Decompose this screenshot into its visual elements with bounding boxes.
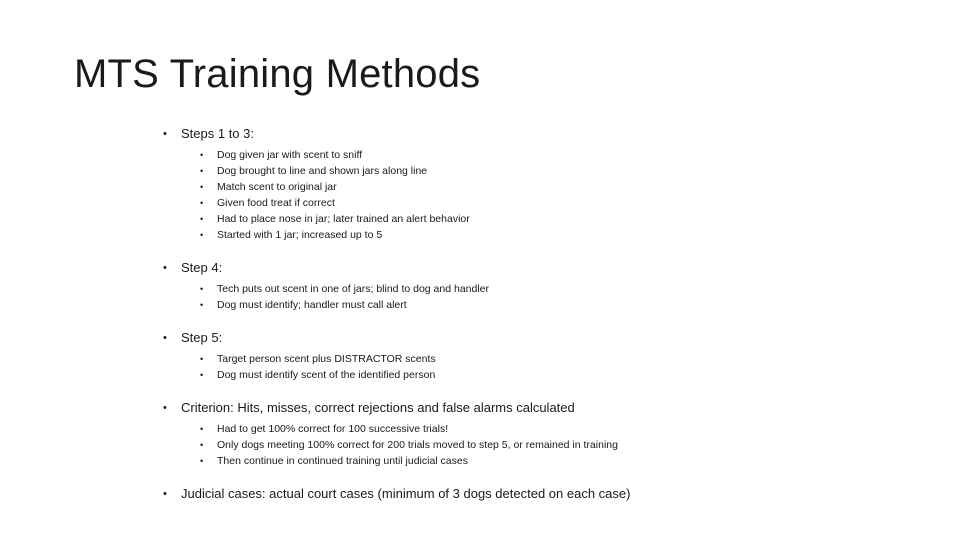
bullet-icon: • bbox=[200, 424, 204, 434]
list-item bbox=[200, 351, 436, 367]
sub-bullet-list bbox=[200, 147, 470, 243]
section-heading bbox=[163, 400, 618, 416]
heading-text: Steps 1 to 3: bbox=[181, 126, 254, 141]
sub-bullet-list bbox=[200, 351, 436, 383]
list-item bbox=[200, 211, 470, 227]
bullet-icon: • bbox=[200, 300, 204, 310]
list-item-text: Had to place nose in jar; later trained an alert behavior bbox=[217, 213, 470, 225]
bullet-icon: • bbox=[163, 128, 167, 140]
section-step-5 bbox=[163, 330, 436, 383]
list-item bbox=[200, 195, 470, 211]
bullet-icon: • bbox=[163, 402, 167, 414]
list-item bbox=[200, 297, 489, 313]
list-item-text: Then continue in continued training until judicial cases bbox=[217, 455, 468, 467]
bullet-icon: • bbox=[200, 166, 204, 176]
list-item bbox=[200, 227, 470, 243]
sub-bullet-list bbox=[200, 281, 489, 313]
heading-text: Step 4: bbox=[181, 260, 223, 275]
list-item bbox=[200, 281, 489, 297]
list-item bbox=[200, 367, 436, 383]
section-steps-1-3 bbox=[163, 126, 470, 243]
list-item-text: Dog brought to line and shown jars along line bbox=[217, 165, 428, 177]
list-item-text: Target person scent plus DISTRACTOR scents bbox=[217, 353, 436, 365]
list-item bbox=[200, 179, 470, 195]
list-item-text: Dog must identify scent of the identified person bbox=[217, 369, 436, 381]
heading-text: Criterion: Hits, misses, correct rejections and false alarms calculated bbox=[181, 400, 575, 415]
bullet-icon: • bbox=[200, 214, 204, 224]
section-step-4 bbox=[163, 260, 489, 313]
heading-text: Judicial cases: actual court cases (minimum of 3 dogs detected on each case) bbox=[181, 486, 631, 501]
list-item bbox=[200, 163, 470, 179]
list-item-text: Had to get 100% correct for 100 successive trials! bbox=[217, 423, 449, 435]
heading-text: Step 5: bbox=[181, 330, 223, 345]
list-item-text: Tech puts out scent in one of jars; blind to dog and handler bbox=[217, 283, 490, 295]
section-heading bbox=[163, 486, 630, 502]
list-item-text: Dog given jar with scent to sniff bbox=[217, 149, 363, 161]
section-heading bbox=[163, 126, 470, 142]
bullet-icon: • bbox=[200, 182, 204, 192]
bullet-icon: • bbox=[163, 332, 167, 344]
list-item-text: Dog must identify; handler must call alert bbox=[217, 299, 407, 311]
bullet-icon: • bbox=[200, 230, 204, 240]
bullet-icon: • bbox=[200, 198, 204, 208]
sub-bullet-list bbox=[200, 421, 618, 469]
list-item-text: Match scent to original jar bbox=[217, 181, 337, 193]
bullet-icon: • bbox=[200, 354, 204, 364]
list-item bbox=[200, 421, 618, 437]
section-judicial-cases bbox=[163, 486, 630, 502]
list-item bbox=[200, 453, 618, 469]
section-heading bbox=[163, 330, 436, 346]
list-item bbox=[200, 437, 618, 453]
bullet-icon: • bbox=[200, 456, 204, 466]
bullet-icon: • bbox=[200, 370, 204, 380]
bullet-icon: • bbox=[200, 440, 204, 450]
list-item-text: Only dogs meeting 100% correct for 200 trials moved to step 5, or remained in training bbox=[217, 439, 618, 451]
bullet-icon: • bbox=[200, 150, 204, 160]
bullet-icon: • bbox=[200, 284, 204, 294]
bullet-icon: • bbox=[163, 262, 167, 274]
list-item bbox=[200, 147, 470, 163]
section-criterion bbox=[163, 400, 618, 469]
bullet-icon: • bbox=[163, 488, 167, 500]
slide-title: MTS Training Methods bbox=[74, 52, 481, 96]
section-heading bbox=[163, 260, 489, 276]
list-item-text: Given food treat if correct bbox=[217, 197, 335, 209]
list-item-text: Started with 1 jar; increased up to 5 bbox=[217, 229, 383, 241]
